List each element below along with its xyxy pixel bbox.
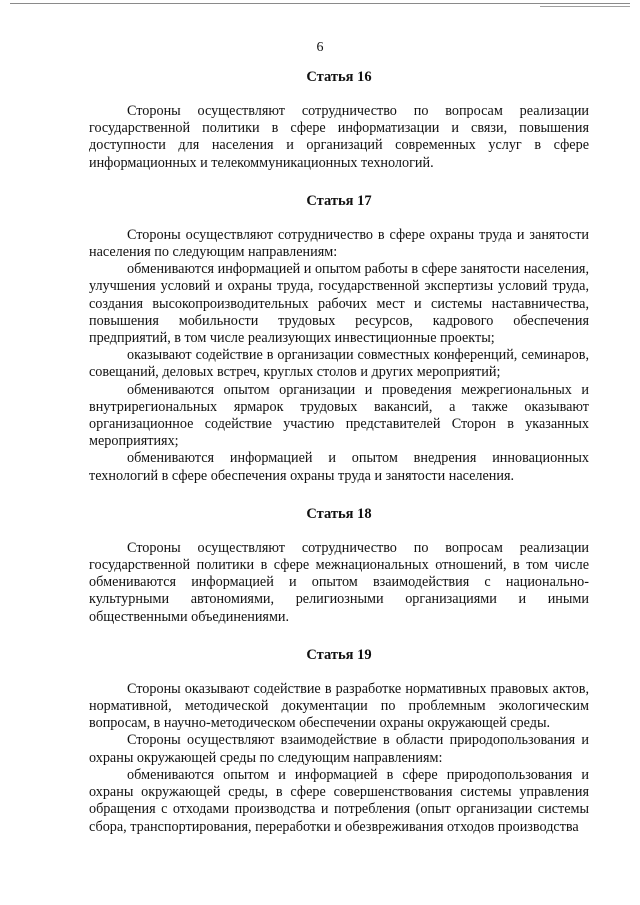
document-body (89, 68, 589, 836)
article-paragraph: Стороны осуществляют сотрудничество по вопросам реализации государственной политики в сфере информатизации и связи, повышения доступности для населения и организаций современных услуг в сфере информационных и телекоммуникационных технологий. (89, 103, 589, 171)
article-paragraph: обмениваются опытом организации и проведения межрегиональных и внутрирегиональных ярмарок трудовых вакансий, а также оказывают организационное содействие участию представителей Сторон в указанных мероприятиях; (89, 381, 589, 450)
article-title: Статья 17 (306, 192, 372, 209)
article-18 (89, 505, 589, 626)
article-paragraph: Стороны осуществляют сотрудничество в сфере охраны труда и занятости населения по следующим направлениям: (89, 226, 589, 261)
article-17 (89, 192, 589, 485)
article-paragraph: Стороны осуществляют взаимодействие в области природопользования и охраны окружающей среды по следующим направлениям: (89, 732, 589, 766)
article-paragraph: обмениваются опытом и информацией в сфере природопользования и охраны окружающей среды, в сфере совершенствования системы управления обращения с отходами производства и потребления (опыт организации системы сбора, транспортирования, переработки и обезвреживания отходов производства (89, 766, 589, 835)
article-title: Статья 19 (306, 646, 372, 663)
article-paragraph: оказывают содействие в организации совместных конференций, семинаров, совещаний, деловых встреч, круглых столов и других мероприятий; (89, 347, 589, 381)
header-rule (10, 3, 630, 4)
article-title: Статья 18 (306, 505, 372, 522)
article-16 (89, 68, 589, 172)
article-19 (89, 646, 589, 836)
article-title: Статья 16 (306, 69, 372, 85)
article-paragraph: обмениваются информацией и опытом работы в сфере занятости населения, улучшения условий и охраны труда, государственной экспертизы условий труда, создания высокопроизводительных рабочих мест и системы наставничества, повышения мобильности трудовых ресурсов, кадрового обеспечения предприятий, в том числе реализующих инвестиционные проекты; (89, 261, 589, 347)
article-paragraph: Стороны оказывают содействие в разработке нормативных правовых актов, нормативной, методической документации по проблемным экологическим вопросам, в научно-методическом обеспечении охраны окружающей среды. (89, 680, 589, 732)
header-rule-secondary (540, 6, 630, 7)
page-number: 6 (316, 40, 324, 55)
article-paragraph: обмениваются информацией и опытом внедрения инновационных технологий в сфере обеспечения охраны труда и занятости населения. (89, 450, 589, 484)
article-paragraph: Стороны осуществляют сотрудничество по вопросам реализации государственной политики в сфере межнациональных отношений, в том числе обмениваются информацией и опытом взаимодействия с национально-культурными автономиями, религиозными организациями и иными общественными объединениями. (89, 539, 589, 625)
